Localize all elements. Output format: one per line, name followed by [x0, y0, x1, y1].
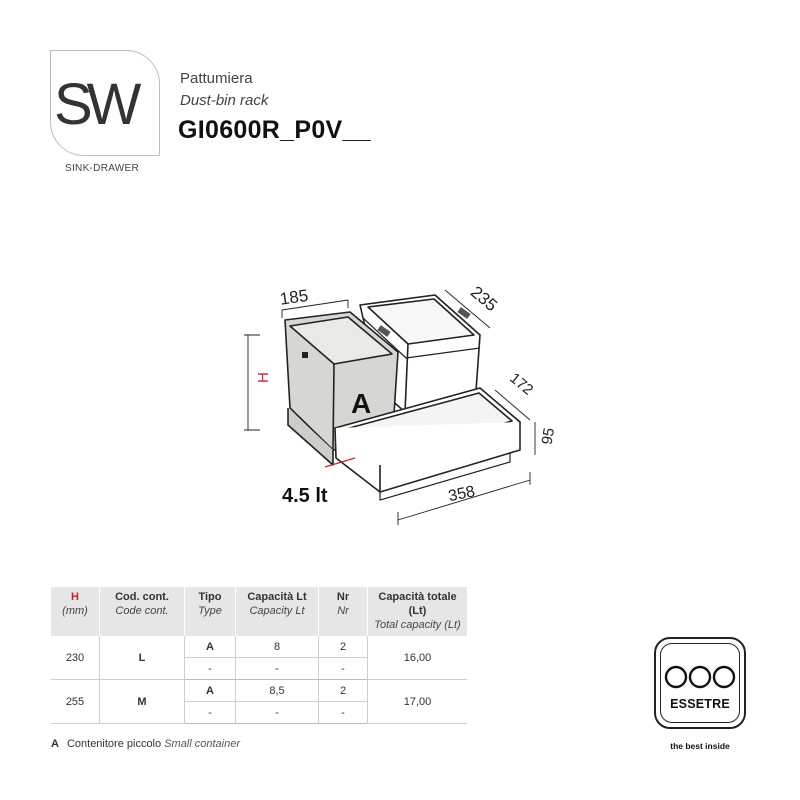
cell-capacity: - — [236, 702, 319, 724]
cell-type: A — [185, 636, 236, 658]
table-header-row — [51, 587, 467, 636]
header-height: H (mm) — [51, 587, 100, 636]
product-drawing — [230, 280, 560, 530]
cell-type: A — [185, 680, 236, 702]
cell-code: M — [100, 680, 185, 724]
cell-total-capacity: 16,00 — [368, 636, 468, 680]
dimension-left-width: 185 — [278, 285, 310, 309]
brand-tagline: the best inside — [670, 741, 730, 751]
cell-capacity: 8,5 — [236, 680, 319, 702]
cell-type: - — [185, 658, 236, 680]
legend — [51, 738, 240, 750]
cell-nr: 2 — [319, 636, 368, 658]
dimension-height-label: H — [255, 372, 272, 383]
specification-table — [51, 587, 467, 724]
logo-letters: SW — [54, 72, 136, 137]
dimension-tray-depth: 172 — [506, 369, 537, 399]
header-total-capacity: Capacità totale (Lt) Total capacity (Lt) — [368, 587, 468, 636]
legend-key: A — [51, 738, 59, 750]
table-row — [51, 636, 467, 658]
brand-rings-icon — [664, 665, 736, 689]
cell-height: 230 — [51, 636, 100, 680]
product-code: GI0600R_P0V__ — [178, 116, 371, 144]
header-type: Tipo Type — [185, 587, 236, 636]
cell-nr: - — [319, 658, 368, 680]
product-title-italian: Pattumiera — [180, 70, 253, 87]
logo-subtitle: SINK-DRAWER — [65, 163, 140, 174]
cell-type: - — [185, 702, 236, 724]
dimension-tray-length: 358 — [446, 483, 477, 506]
cell-code: L — [100, 636, 185, 680]
legend-text-italian: Contenitore piccolo — [66, 738, 162, 750]
cell-total-capacity: 17,00 — [368, 680, 468, 724]
cell-nr: - — [319, 702, 368, 724]
header-nr: Nr Nr — [319, 587, 368, 636]
table-row — [51, 680, 467, 702]
cell-capacity: 8 — [236, 636, 319, 658]
cell-height: 255 — [51, 680, 100, 724]
product-title-english: Dust-bin rack — [180, 92, 269, 109]
header-capacity: Capacità Lt Capacity Lt — [236, 587, 319, 636]
capacity-label: 4.5 lt — [282, 485, 328, 507]
brand-logo — [654, 637, 746, 729]
container-letter: A — [351, 388, 372, 419]
brand-name: ESSETRE — [670, 697, 730, 711]
header-code: Cod. cont. Code cont. — [100, 587, 185, 636]
legend-text-english: Small container — [164, 738, 241, 750]
cell-capacity: - — [236, 658, 319, 680]
cell-nr: 2 — [319, 680, 368, 702]
dimension-tray-height: 95 — [538, 426, 559, 446]
dimension-right-width: 235 — [466, 282, 501, 316]
